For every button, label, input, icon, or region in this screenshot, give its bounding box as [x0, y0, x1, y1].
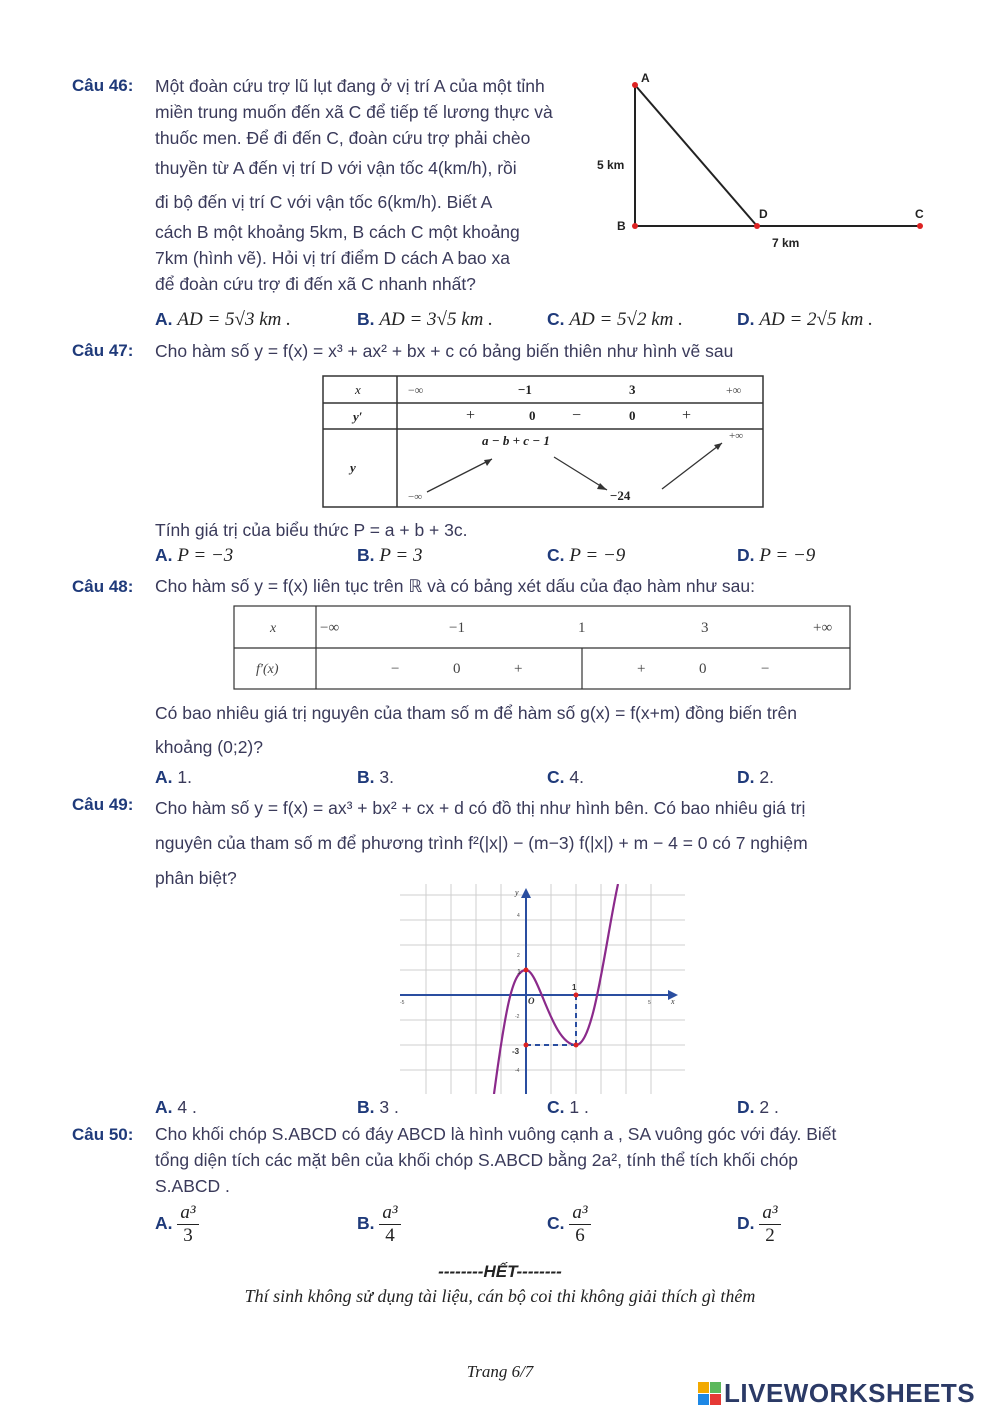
question-47-text: Cho hàm số y = f(x) = x³ + ax² + bx + c có bảng biến thiên như hình vẽ sau [155, 341, 734, 361]
label-d: D [759, 207, 768, 221]
q46-line: để đoàn cứu trợ đi đến xã C nhanh nhất? [155, 274, 476, 294]
q46-option-d[interactable]: D. AD = 2√5 km . [737, 309, 873, 330]
q48-option-b[interactable]: B. 3. [357, 767, 394, 787]
vt-y-label: y [350, 460, 356, 475]
q46-option-a[interactable]: A. AD = 5√3 km . [155, 309, 291, 330]
question-50-label: Câu 50: [72, 1125, 134, 1144]
q49-option-c[interactable]: C. 1 . [547, 1097, 589, 1117]
vt-x-val: 3 [629, 382, 636, 397]
vt-x-val: +∞ [726, 383, 742, 397]
logo-text: LIVEWORKSHEETS [724, 1377, 976, 1408]
q46-line: thuyền từ A đến vị trí D với vận tốc 4(km/h), rồi [155, 158, 517, 178]
point-a [632, 82, 638, 88]
graph-tick-xm5: -5 [400, 1000, 405, 1006]
label-5km: 5 km [597, 158, 625, 172]
q48-sign-table [233, 605, 851, 691]
st-x-val: −∞ [320, 620, 340, 636]
q50-line: Cho khối chóp S.ABCD có đáy ABCD là hình vuông cạnh a , SA vuông góc với đáy. Biết [155, 1124, 837, 1144]
q46-line: cách B một khoảng 5km, B cách C một khoảng [155, 222, 520, 242]
graph-tick-y1: 1 [517, 969, 521, 976]
graph-tick-y4: 4 [517, 913, 520, 919]
question-47-label: Câu 47: [72, 341, 134, 360]
q49-line: Cho hàm số y = f(x) = ax³ + bx² + cx + d có đồ thị như hình bên. Có bao nhiêu giá trị [155, 798, 806, 818]
q48-option-a[interactable]: A. 1. [155, 767, 192, 787]
graph-grid [400, 884, 685, 1094]
label-a: A [641, 71, 650, 85]
q47-question: Tính giá trị của biểu thức P = a + b + 3c. [155, 520, 468, 540]
question-49-label: Câu 49: [72, 795, 134, 814]
q46-option-c[interactable]: C. AD = 5√2 km . [547, 309, 683, 330]
label-c: C [915, 207, 924, 221]
st-x-val: 3 [701, 620, 709, 636]
q50-option-a[interactable]: A. $\frac{\text{a³}}{3}$ [155, 1202, 199, 1247]
q48-line: khoảng (0;2)? [155, 737, 263, 757]
q48-option-c[interactable]: C. 4. [547, 767, 584, 787]
curve-f [494, 884, 618, 1094]
q50-line: S.ABCD . [155, 1176, 230, 1196]
q50-option-d[interactable]: D. $\frac{\text{a³}}{2}$ [737, 1202, 781, 1247]
liveworksheets-logo [698, 1378, 975, 1408]
q46-line: đi bộ đến vị trí C với vận tốc 6(km/h). Biết A [155, 192, 493, 212]
vt-yp-sign: + [682, 407, 692, 424]
q49-option-a[interactable]: A. 4 . [155, 1097, 197, 1117]
st-fp-sign: + [514, 661, 523, 677]
vt-yp-zero: 0 [529, 408, 536, 423]
question-50-text [155, 1121, 928, 1199]
q47-option-b[interactable]: B. P = 3 [357, 545, 423, 566]
q47-option-c[interactable]: C. P = −9 [547, 545, 626, 566]
graph-tick-ym3: -3 [512, 1047, 520, 1056]
q46-figure [595, 68, 935, 258]
q46-line: 7km (hình vẽ). Hỏi vị trí điểm D cách A bao xa [155, 248, 511, 268]
st-x-label: x [270, 621, 277, 636]
q46-line: thuốc men. Để đi đến C, đoàn cứu trợ phải chèo [155, 128, 531, 148]
end-marker: --------HẾT-------- [438, 1262, 562, 1281]
vt-x-val: −1 [518, 382, 532, 397]
graph-y-label: y [515, 888, 519, 897]
vt-x-val: −∞ [408, 383, 424, 397]
q48-line: Có bao nhiêu giá trị nguyên của tham số m để hàm số g(x) = f(x+m) đồng biến trên [155, 703, 798, 723]
st-fp-sign: − [761, 661, 770, 677]
q49-line: phân biệt? [155, 868, 237, 888]
point-d [754, 223, 760, 229]
graph-tick-ym4: -4 [515, 1068, 520, 1074]
q46-line: miền trung muốn đến xã C để tiếp tế lương thực và [155, 102, 553, 122]
st-x-val: +∞ [813, 620, 833, 636]
segment-ad [635, 85, 757, 226]
vt-yp-sign: + [466, 407, 476, 424]
exam-note: Thí sinh không sử dụng tài liệu, cán bộ coi thi không giải thích gì thêm [244, 1286, 756, 1306]
vt-yp-zero: 0 [629, 408, 636, 423]
st-fp-sign: − [391, 661, 400, 677]
page-number: Trang 6/7 [466, 1362, 534, 1381]
st-fp-label: f′(x) [256, 662, 279, 677]
vt-yp-label: y′ [353, 409, 363, 424]
q46-line: Một đoàn cứu trợ lũ lụt đang ở vị trí A của một tỉnh [155, 76, 545, 96]
st-fp-zero: 0 [453, 661, 461, 677]
vt-yp-sign: − [572, 407, 582, 424]
question-49-text [155, 791, 928, 896]
graph-origin: O [528, 996, 535, 1006]
q49-option-d[interactable]: D. 2 . [737, 1097, 779, 1117]
graph-tick-ym2: -2 [515, 1014, 520, 1020]
q48-question [155, 696, 797, 764]
graph-tick-x5: 5 [648, 1000, 651, 1006]
st-x-val: −1 [449, 620, 465, 636]
vt-y-min: −24 [610, 488, 631, 503]
st-fp-sign: + [637, 661, 646, 677]
q47-option-a[interactable]: A. P = −3 [155, 545, 234, 566]
vt-x-label: x [355, 382, 361, 397]
q50-option-b[interactable]: B. $\frac{\text{a³}}{4}$ [357, 1202, 401, 1247]
question-46-label: Câu 46: [72, 76, 134, 95]
q49-line: nguyên của tham số m để phương trình f²(|x|) − (m−3) f(|x|) + m − 4 = 0 có 7 nghiệm [155, 833, 808, 853]
question-46-text [155, 73, 590, 297]
point-b [632, 223, 638, 229]
q50-line: tổng diện tích các mặt bên của khối chóp S.ABCD bằng 2a², tính thể tích khối chóp [155, 1150, 799, 1170]
q49-graph [400, 884, 685, 1094]
question-48-text: Cho hàm số y = f(x) liên tục trên ℝ và có bảng xét dấu của đạo hàm như sau: [155, 576, 755, 596]
vt-y-right: +∞ [729, 430, 744, 442]
st-fp-zero: 0 [699, 661, 707, 677]
q48-option-d[interactable]: D. 2. [737, 767, 774, 787]
graph-tick-x1: 1 [572, 983, 577, 992]
graph-tick-y2: 2 [517, 953, 520, 959]
q46-option-b[interactable]: B. AD = 3√5 km . [357, 309, 493, 330]
question-48-label: Câu 48: [72, 577, 134, 596]
logo-icon [698, 1382, 721, 1405]
q47-variation-table [322, 375, 764, 509]
q49-option-b[interactable]: B. 3 . [357, 1097, 399, 1117]
st-x-val: 1 [578, 620, 586, 636]
label-7km: 7 km [772, 236, 800, 250]
graph-x-label: x [671, 997, 675, 1006]
vt-y-max: a − b + c − 1 [482, 433, 550, 448]
q50-option-c[interactable]: C. $\frac{\text{a³}}{6}$ [547, 1202, 591, 1247]
q47-option-d[interactable]: D. P = −9 [737, 545, 816, 566]
label-b: B [617, 219, 626, 233]
vt-y-left: −∞ [408, 491, 423, 503]
point-c [917, 223, 923, 229]
